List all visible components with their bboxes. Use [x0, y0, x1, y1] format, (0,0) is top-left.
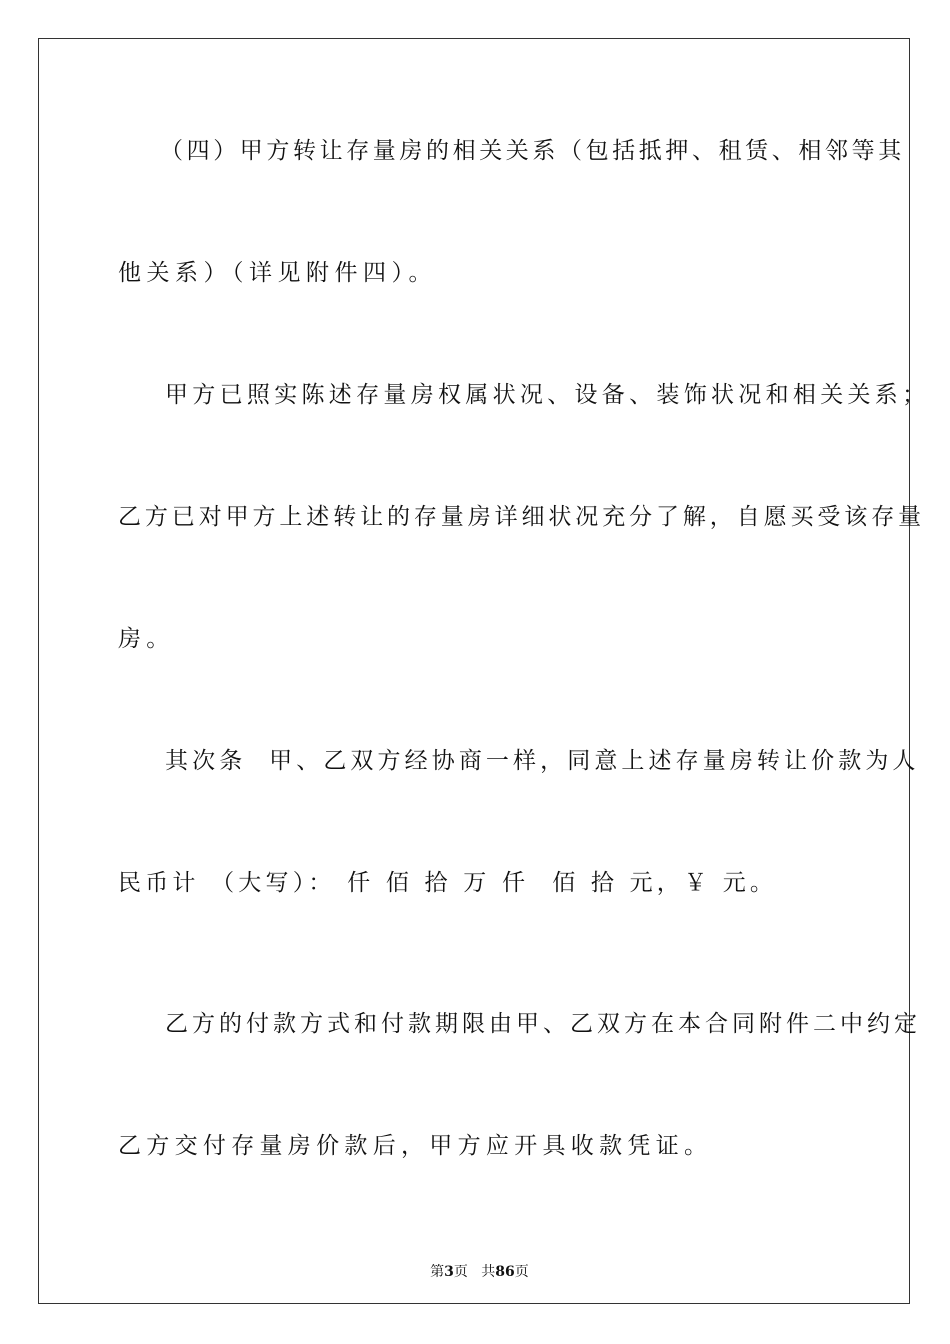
paragraph-line-1: （四）甲方转让存量房的相关关系（包括抵押、租赁、相邻等其 [160, 138, 905, 164]
paragraph-line-3: 甲方已照实陈述存量房权属状况、设备、装饰状况和相关关系； [165, 382, 930, 408]
paragraph-line-6: 其次条 甲、乙双方经协商一样，同意上述存量房转让价款为人 [165, 748, 920, 774]
footer-total-prefix: 共 [481, 1264, 496, 1280]
paragraph-line-9: 乙方交付存量房价款后，甲方应开具收款凭证。 [118, 1133, 713, 1159]
footer-page-suffix: 页 [453, 1264, 468, 1280]
paragraph-line-8: 乙方的付款方式和付款期限由甲、乙双方在本合同附件二中约定 [165, 1011, 921, 1037]
paragraph-line-2: 他关系）（详见附件四）。 [118, 260, 437, 286]
page-footer [0, 1245, 950, 1281]
footer-total-suffix: 页 [514, 1264, 529, 1280]
paragraph-line-5: 房。 [118, 626, 175, 652]
footer-page-current: 3 [444, 1264, 454, 1280]
paragraph-line-7: 民币计 （大写）： 仟 佰 拾 万 仟 佰 拾 元，￥ 元。 [118, 870, 778, 896]
page-border [38, 38, 910, 1304]
paragraph-line-4: 乙方已对甲方上述转让的存量房详细状况充分了解，自愿买受该存量 [118, 504, 925, 530]
footer-page-prefix: 第 [430, 1264, 445, 1280]
footer-page-total: 86 [495, 1264, 515, 1280]
